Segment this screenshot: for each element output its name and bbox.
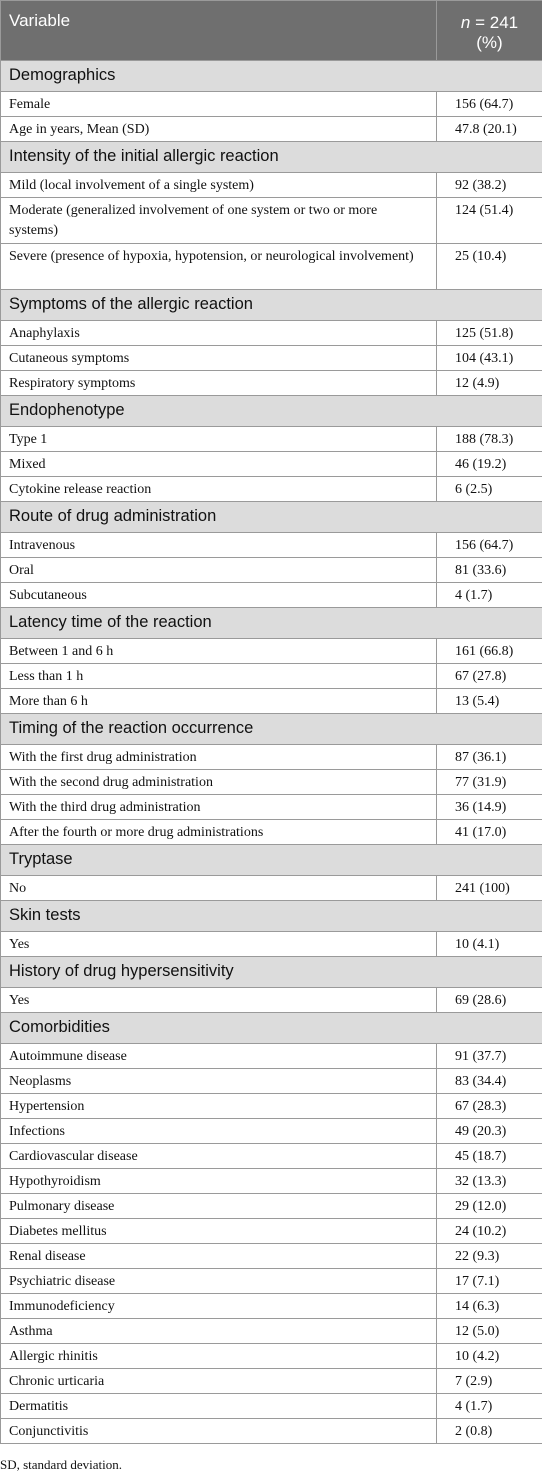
row-value: 77 (31.9): [437, 770, 542, 795]
table-row: [1, 427, 542, 452]
row-value: 241 (100): [437, 876, 542, 901]
section-title: Symptoms of the allergic reaction: [1, 290, 542, 321]
table-row: [1, 92, 542, 117]
table-row: [1, 1044, 542, 1069]
table-row: [1, 244, 542, 290]
row-value: 87 (36.1): [437, 745, 542, 770]
table-row: [1, 795, 542, 820]
row-label: Respiratory symptoms: [1, 371, 437, 396]
table-row: [1, 198, 542, 244]
row-value: 161 (66.8): [437, 639, 542, 664]
row-value: 92 (38.2): [437, 173, 542, 198]
table-row: [1, 689, 542, 714]
row-label: Subcutaneous: [1, 583, 437, 608]
row-label: With the second drug administration: [1, 770, 437, 795]
table-row: [1, 1394, 542, 1419]
section-title: Endophenotype: [1, 396, 542, 427]
row-label: Between 1 and 6 h: [1, 639, 437, 664]
table-row: [1, 1094, 542, 1119]
section-title: Tryptase: [1, 845, 542, 876]
section-title: Skin tests: [1, 901, 542, 932]
row-label: Allergic rhinitis: [1, 1344, 437, 1369]
row-value: 12 (5.0): [437, 1319, 542, 1344]
table-row: [1, 1069, 542, 1094]
table-row: [1, 820, 542, 845]
row-label: Infections: [1, 1119, 437, 1144]
section-title: Demographics: [1, 61, 542, 92]
row-label: Yes: [1, 932, 437, 957]
row-label: Intravenous: [1, 533, 437, 558]
table-row: [1, 1369, 542, 1394]
row-value: 7 (2.9): [437, 1369, 542, 1394]
row-label: Age in years, Mean (SD): [1, 117, 437, 142]
row-value: 24 (10.2): [437, 1219, 542, 1244]
row-label: Psychiatric disease: [1, 1269, 437, 1294]
table-row: [1, 1219, 542, 1244]
row-value: 29 (12.0): [437, 1194, 542, 1219]
table-row: [1, 371, 542, 396]
table-row: [1, 1344, 542, 1369]
table-row: [1, 477, 542, 502]
row-label: Cardiovascular disease: [1, 1144, 437, 1169]
row-value: 10 (4.2): [437, 1344, 542, 1369]
section-row: [1, 1013, 542, 1044]
table-row: [1, 876, 542, 901]
table-row: [1, 1244, 542, 1269]
section-row: [1, 608, 542, 639]
table-row: [1, 558, 542, 583]
section-row: [1, 714, 542, 745]
table-row: [1, 1294, 542, 1319]
section-title: History of drug hypersensitivity: [1, 957, 542, 988]
row-value: 25 (10.4): [437, 244, 542, 290]
table-row: [1, 533, 542, 558]
row-label: No: [1, 876, 437, 901]
section-row: [1, 845, 542, 876]
section-row: [1, 396, 542, 427]
table-row: [1, 1119, 542, 1144]
table-row: [1, 988, 542, 1013]
table-row: [1, 583, 542, 608]
row-value: 14 (6.3): [437, 1294, 542, 1319]
row-value: 83 (34.4): [437, 1069, 542, 1094]
table-row: [1, 1169, 542, 1194]
row-label: Less than 1 h: [1, 664, 437, 689]
table-row: [1, 1194, 542, 1219]
row-label: Immunodeficiency: [1, 1294, 437, 1319]
row-label: Mild (local involvement of a single system): [1, 173, 437, 198]
header-n-symbol: n: [460, 13, 471, 32]
row-value: 4 (1.7): [437, 583, 542, 608]
table-row: [1, 173, 542, 198]
row-value: 188 (78.3): [437, 427, 542, 452]
row-value: 67 (27.8): [437, 664, 542, 689]
row-label: Hypothyroidism: [1, 1169, 437, 1194]
table-row: [1, 745, 542, 770]
row-label: More than 6 h: [1, 689, 437, 714]
table-body: [1, 61, 542, 1444]
row-value: 156 (64.7): [437, 533, 542, 558]
row-value: 4 (1.7): [437, 1394, 542, 1419]
row-label: Anaphylaxis: [1, 321, 437, 346]
section-title: Latency time of the reaction: [1, 608, 542, 639]
section-row: [1, 502, 542, 533]
row-label: Diabetes mellitus: [1, 1219, 437, 1244]
table-row: [1, 1419, 542, 1444]
row-value: 32 (13.3): [437, 1169, 542, 1194]
header-count: [437, 1, 542, 61]
row-label: Pulmonary disease: [1, 1194, 437, 1219]
row-label: Mixed: [1, 452, 437, 477]
row-value: 69 (28.6): [437, 988, 542, 1013]
row-label: Yes: [1, 988, 437, 1013]
row-label: Neoplasms: [1, 1069, 437, 1094]
table-row: [1, 346, 542, 371]
header-variable: Variable: [1, 1, 437, 61]
row-value: 41 (17.0): [437, 820, 542, 845]
section-row: [1, 901, 542, 932]
header-percent: (%): [476, 33, 503, 52]
row-value: 124 (51.4): [437, 198, 542, 244]
row-value: 17 (7.1): [437, 1269, 542, 1294]
row-value: 22 (9.3): [437, 1244, 542, 1269]
table-row: [1, 1319, 542, 1344]
row-label: Asthma: [1, 1319, 437, 1344]
section-title: Comorbidities: [1, 1013, 542, 1044]
row-value: 47.8 (20.1): [437, 117, 542, 142]
section-row: [1, 957, 542, 988]
row-label: Hypertension: [1, 1094, 437, 1119]
row-value: 13 (5.4): [437, 689, 542, 714]
row-label: Chronic urticaria: [1, 1369, 437, 1394]
row-value: 36 (14.9): [437, 795, 542, 820]
table-row: [1, 452, 542, 477]
table-row: [1, 639, 542, 664]
row-value: 49 (20.3): [437, 1119, 542, 1144]
row-value: 91 (37.7): [437, 1044, 542, 1069]
row-label: Female: [1, 92, 437, 117]
section-title: Timing of the reaction occurrence: [1, 714, 542, 745]
row-label: Dermatitis: [1, 1394, 437, 1419]
row-value: 46 (19.2): [437, 452, 542, 477]
row-value: 125 (51.8): [437, 321, 542, 346]
row-label: With the third drug administration: [1, 795, 437, 820]
row-value: 156 (64.7): [437, 92, 542, 117]
table-row: [1, 932, 542, 957]
row-label: After the fourth or more drug administrations: [1, 820, 437, 845]
row-value: 45 (18.7): [437, 1144, 542, 1169]
table-header-row: [1, 1, 542, 61]
table-row: [1, 770, 542, 795]
section-row: [1, 61, 542, 92]
table-footnote: SD, standard deviation.: [0, 1457, 123, 1472]
row-label: Autoimmune disease: [1, 1044, 437, 1069]
row-label: Conjunctivitis: [1, 1419, 437, 1444]
header-n-total: = 241: [470, 13, 519, 32]
row-value: 12 (4.9): [437, 371, 542, 396]
row-value: 81 (33.6): [437, 558, 542, 583]
table-row: [1, 664, 542, 689]
row-value: 104 (43.1): [437, 346, 542, 371]
row-label: Severe (presence of hypoxia, hypotension, or neurological involvement): [1, 244, 437, 290]
row-value: 10 (4.1): [437, 932, 542, 957]
section-row: [1, 142, 542, 173]
row-label: Type 1: [1, 427, 437, 452]
row-value: 67 (28.3): [437, 1094, 542, 1119]
row-label: With the first drug administration: [1, 745, 437, 770]
table-row: [1, 1269, 542, 1294]
row-label: Oral: [1, 558, 437, 583]
row-label: Cytokine release reaction: [1, 477, 437, 502]
table-row: [1, 1144, 542, 1169]
row-label: Moderate (generalized involvement of one system or two or more systems): [1, 198, 437, 244]
section-title: Intensity of the initial allergic reaction: [1, 142, 542, 173]
row-label: Renal disease: [1, 1244, 437, 1269]
row-label: Cutaneous symptoms: [1, 346, 437, 371]
section-title: Route of drug administration: [1, 502, 542, 533]
row-value: 6 (2.5): [437, 477, 542, 502]
row-value: 2 (0.8): [437, 1419, 542, 1444]
section-row: [1, 290, 542, 321]
table-row: [1, 321, 542, 346]
table-row: [1, 117, 542, 142]
